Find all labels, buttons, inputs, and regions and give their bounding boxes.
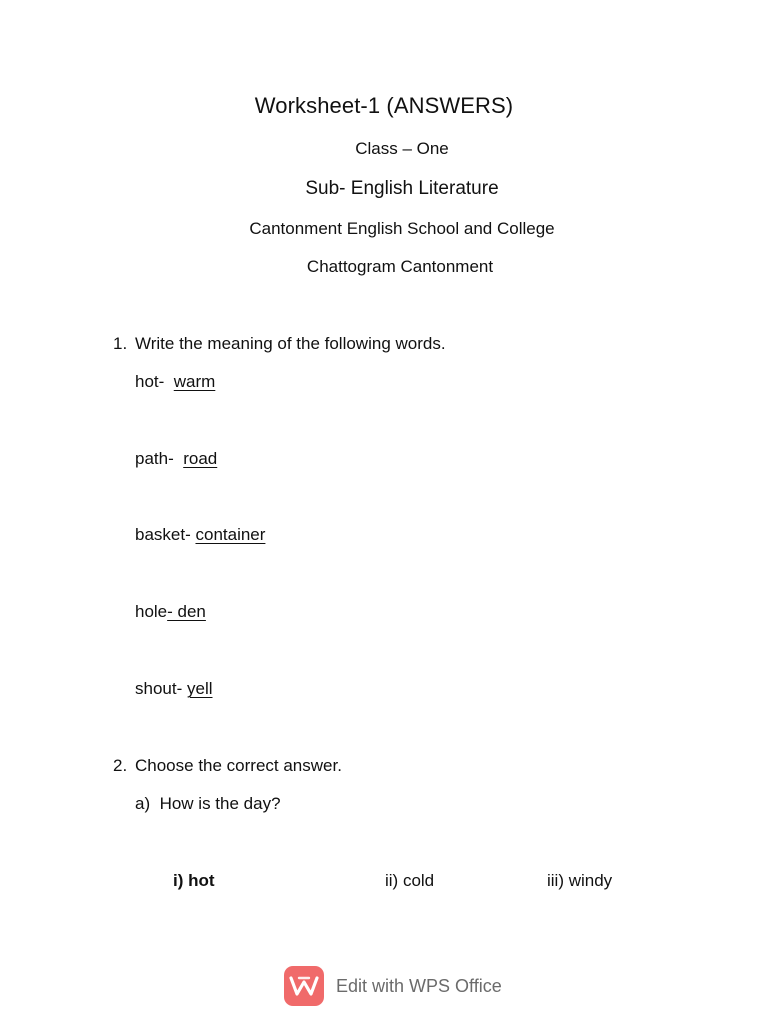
question-1 — [113, 334, 446, 354]
word-meaning: road — [183, 449, 218, 468]
question-2-number: 2. — [113, 756, 128, 775]
sub-question-label: a) — [135, 794, 151, 813]
question-1-number: 1. — [113, 334, 128, 353]
question-2-prompt: Choose the correct answer. — [135, 756, 342, 775]
word-label: hot- — [135, 372, 165, 391]
school-name: Cantonment English School and College — [249, 219, 555, 238]
sub-question-a — [135, 794, 281, 814]
word-meaning: warm — [173, 372, 216, 391]
word-meaning: container — [195, 525, 266, 544]
word-label: hole — [135, 602, 168, 621]
class-line: Class – One — [355, 139, 449, 158]
wps-edit-label: Edit with WPS Office — [336, 975, 502, 996]
word-meaning: yell — [186, 679, 213, 698]
option: iii) windy — [547, 871, 613, 890]
school-location: Chattogram Cantonment — [306, 257, 494, 276]
word-item — [135, 372, 215, 392]
word-item — [135, 679, 213, 699]
worksheet-title: Worksheet-1 (ANSWERS) — [254, 93, 514, 118]
word-label: basket- — [135, 525, 191, 544]
wps-logo-icon — [284, 966, 324, 1006]
word-meaning: - den — [167, 602, 206, 621]
option: ii) cold — [385, 871, 435, 890]
question-1-prompt: Write the meaning of the following words. — [135, 334, 446, 353]
question-2 — [113, 756, 342, 776]
word-label: path- — [135, 449, 174, 468]
sub-question-text: How is the day? — [159, 794, 281, 813]
word-item — [135, 449, 217, 469]
option-correct: i) hot — [173, 871, 215, 890]
word-label: shout- — [135, 679, 183, 698]
word-item — [135, 525, 265, 545]
edit-with-wps-button[interactable] — [284, 965, 502, 1007]
wps-w-mark — [289, 974, 319, 998]
subject-line: Sub- English Literature — [305, 178, 499, 199]
word-item — [135, 602, 206, 622]
